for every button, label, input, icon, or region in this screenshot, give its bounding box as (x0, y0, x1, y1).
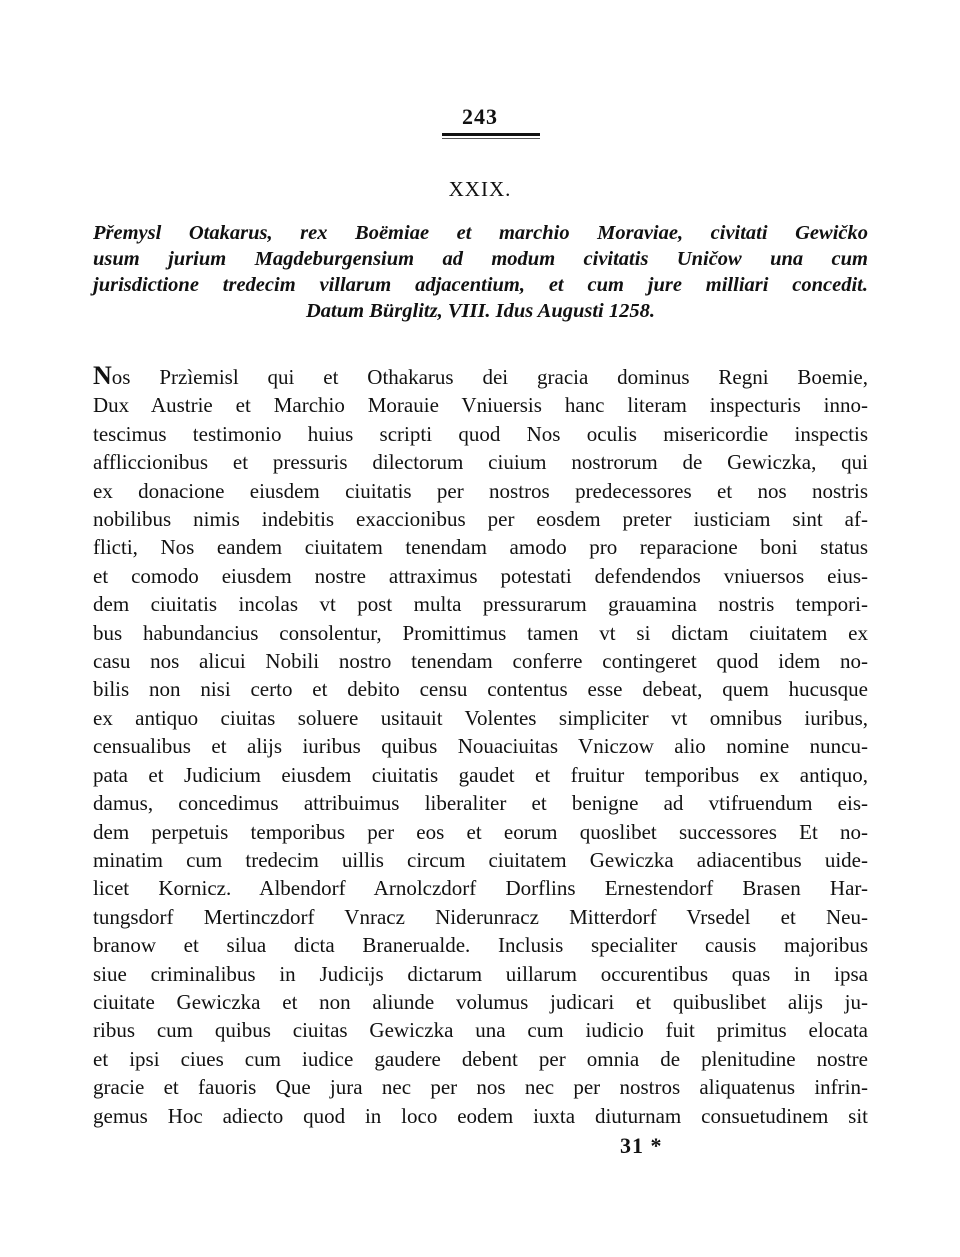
page-number: 243 (462, 104, 498, 129)
charter-line: damus, concedimus attribuimus liberaliter et benigne ad vtifruendum eis- (93, 791, 868, 816)
charter-line: pata et Judicium eiusdem ciuitatis gaudet et fruitur temporibus ex antiquo, (93, 762, 868, 787)
charter-line: censualibus et alijs iuribus quibus Nouaciuitas Vniczow alio nomine nuncu- (93, 734, 868, 759)
charter-line: gemus Hoc adiecto quod in loco eodem iuxta diuturnam consuetudinem sit (93, 1103, 868, 1128)
charter-line: tescimus testimonio huius scripti quod Nos oculis misericordie inspectis (93, 421, 868, 446)
charter-line: dem perpetuis temporibus per eos et eorum quoslibet successores Et no- (93, 819, 868, 844)
charter-line: Dux Austrie et Marchio Morauie Vniuersis hanc literam inspecturis inno- (93, 393, 868, 418)
initial-letter: N (93, 361, 112, 390)
charter-line: gracie et fauoris Que jura nec per nos nec per nostros aliquatenus infrin- (93, 1075, 868, 1100)
charter-line: bilis non nisi certo et debito censu contentus esse debeat, quem hucusque (93, 677, 868, 702)
charter-line: licet Kornicz. Albendorf Arnolczdorf Dorflins Ernestendorf Brasen Har- (93, 876, 868, 901)
charter-line: et comodo eiusdem nostre attraximus potestati defendendos vniuersos eius- (93, 563, 868, 588)
charter-first-line (93, 362, 868, 391)
charter-line: siue criminalibus in Judicijs dictarum uillarum occurentibus quas in ipsa (93, 961, 868, 986)
charter-line: ex donacione eiusdem ciuitatis per nostros predecessores et nos nostris (93, 478, 868, 503)
charter-line: flicti, Nos eandem ciuitatem tenendam amodo pro reparacione boni status (93, 535, 868, 560)
charter-line: casu nos alicui Nobili nostro tenendam conferre contingeret quod idem no- (93, 649, 868, 674)
charter-line: ciuitate Gewiczka et non aliunde volumus judicari et quibuslibet alijs ju- (93, 989, 868, 1014)
charter-line: tungsdorf Mertinczdorf Vnracz Niderunracz Mitterdorf Vrsedel et Neu- (93, 904, 868, 929)
charter-line: os Przìemisl qui et Othakarus dei gracia dominus Regni Boemie, (111, 365, 868, 389)
charter-line: dem ciuitatis incolas vt post multa pressurarum grauamina nostris tempori- (93, 592, 868, 617)
charter-line: ex antiquo ciuitas soluere usitauit Volentes simpliciter vt omnibus iuribus, (93, 705, 868, 730)
summary-line: jurisdictione tredecim villarum adjacentium, et cum jure milliari concedit. (93, 274, 868, 296)
charter-line: bus habundancius consolentur, Promittimus tamen vt si dictam ciuitatem ex (93, 620, 868, 645)
charter-line: ribus cum quibus ciuitas Gewiczka una cum iudicio fuit primitus elocata (93, 1018, 868, 1043)
document-number: XXIX. (448, 177, 512, 201)
charter-text (93, 362, 868, 1130)
document-summary (93, 220, 868, 324)
header-rule-thin (442, 138, 540, 139)
charter-line: minatim cum tredecim uillis circum ciuitatem Gewiczka adiacentibus uide- (93, 847, 868, 872)
charter-line: branow et silua dicta Branerualde. Inclusis specialiter causis majoribus (93, 933, 868, 958)
summary-line: Přemysl Otakarus, rex Boëmiae et marchio Moraviae, civitati Gewičko (93, 222, 868, 244)
header-rule (442, 133, 540, 136)
summary-line: usum jurium Magdeburgensium ad modum civitatis Uničow una cum (93, 248, 868, 270)
charter-line: et ipsi ciues cum iudice gaudere debent per omnia de plenitudine nostre (93, 1046, 868, 1071)
charter-line: affliccionibus et pressuris dilectorum ciuium nostrorum de Gewiczka, qui (93, 450, 868, 475)
charter-line: nobilibus nimis indebitis exaccionibus per eosdem preter iusticiam sint af- (93, 507, 868, 532)
summary-dating: Datum Bürglitz, VIII. Idus Augusti 1258. (305, 300, 655, 322)
signature-mark: 31 * (620, 1133, 663, 1158)
